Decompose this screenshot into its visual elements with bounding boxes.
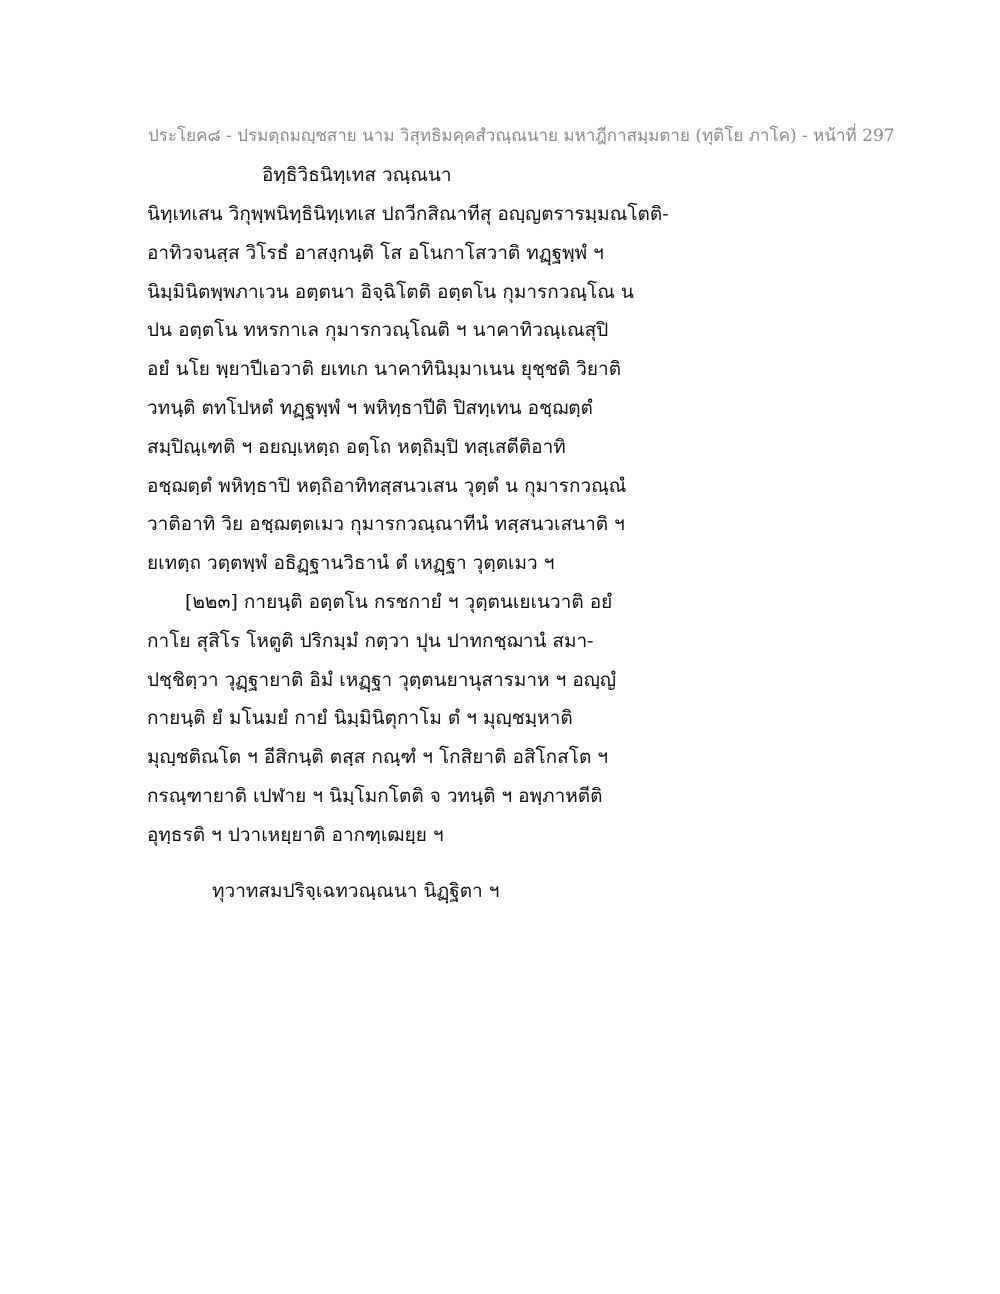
text-line: กายนฺติ ยํ มโนมยํ กายํ นิมฺมินิตุกาโม ตํ ฯ มุญฺชมฺหาติ (147, 707, 573, 730)
text-line: อาทิวจนสฺส วิโรธํ อาสงฺกนฺติ โส อโนกาโสวาติ ทฏฺฐพฺพํ ฯ (147, 241, 604, 264)
text-line: สมฺปิณฺเฑติ ฯ อยญฺเหตฺถ อตฺโถ หตฺถิมฺปิ ทสฺเสตีติอาทิ (147, 435, 566, 458)
text-line: อชฺฌตฺตํ พหิทฺธาปิ หตฺถิอาทิทสฺสนวเสน วุตฺตํ น กุมารกวณฺณํ (147, 474, 627, 497)
text-line: ยเทตฺถ วตฺตพฺพํ อธิฏฺฐานวิธานํ ตํ เหฏฺฐา วุตฺตเมว ฯ (147, 552, 555, 575)
text-line: วทนฺติ ตทโปหตํ ทฏฺฐพฺพํ ฯ พหิทฺธาปีติ ปิสทฺเทน อชฺฌตฺตํ (147, 396, 593, 419)
text-line: วาติอาทิ วิย อชฺฌตฺตเมว กุมารกวณฺณาทีนํ ทสฺสนวเสนาติ ฯ (147, 513, 625, 536)
text-line: ปน อตฺตโน ทหรกาเล กุมารกวณฺโณติ ฯ นาคาทิวณฺเณสุปิ (147, 319, 609, 342)
paragraph-start-line: [๒๒๓] กายนฺติ อตฺตโน กรชกายํ ฯ วุตฺตนเยเนวาติ อยํ (185, 590, 613, 613)
text-line: นิทฺเทเสน วิกุพฺพนิทฺธินิทฺเทเส ปถวีกสิณาทีสุ อญฺญตรารมฺมณโตติ- (147, 203, 669, 225)
text-line: มุญฺชติณโต ฯ อีสิกนฺติ ตสฺส กณฺฑํ ฯ โกสิยาติ อสิโกสโต ฯ (147, 746, 609, 769)
running-header: ประโยค๘ - ปรมตฺถมญฺชสาย นาม วิสุทธิมคฺคสํวณฺณนาย มหาฎีกาสมฺมตาย (ทุติโย ภาโค) - หน้าที่ 297 (148, 126, 895, 146)
text-line: นิมฺมินิตพฺพภาเวน อตฺตนา อิจฺฉิโตติ อตฺตโน กุมารกวณฺโณ น (147, 280, 634, 303)
text-line: ปชฺชิตฺวา วุฏฺฐายาติ อิมํ เหฏฺฐา วุตฺตนยานุสารมาห ฯ อญฺญํ (147, 668, 617, 691)
text-line: อยํ นโย พฺยาปีเอวาติ ยเทเก นาคาทินิมฺมาเนน ยุชฺชติ วิยาติ (147, 358, 622, 381)
text-line: อุทฺธรติ ฯ ปวาเหยฺยาติ อากฑฺเฒยฺย ฯ (147, 823, 444, 846)
text-line: กรณฺฑายาติ เปฬาย ฯ นิมฺโมกโตติ จ วทนฺติ ฯ อพฺภาหตีติ (147, 784, 603, 807)
text-line: กาโย สุสิโร โหตูติ ปริกมฺมํ กตฺวา ปุน ปาทกชฺฌานํ สมา- (147, 629, 594, 652)
section-title: อิทฺธิวิธนิทฺเทส วณฺณนา (262, 164, 452, 186)
closing-line: ทุวาทสมปริจฺเฉทวณฺณนา นิฏฺฐิตา ฯ (212, 880, 500, 902)
body-text (147, 195, 707, 855)
